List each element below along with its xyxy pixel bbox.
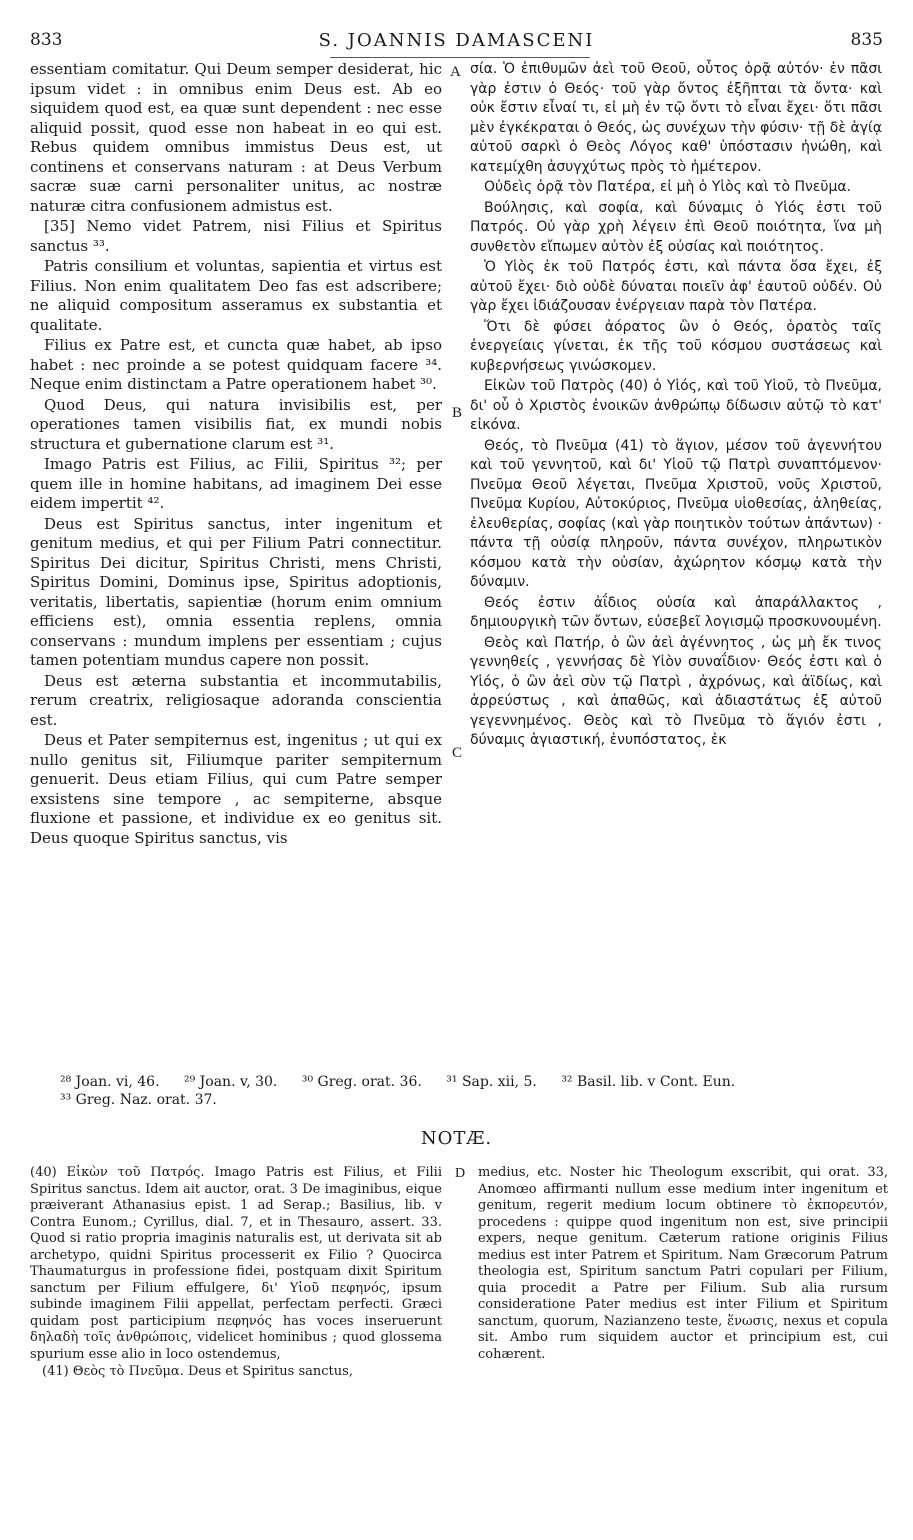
greek-paragraph: Ὁ Υἱὸς ἐκ τοῦ Πατρός ἐστι, καὶ πάντα ὅσα ἔχει, ἐξ αὐτοῦ ἔχει· διὸ οὐδὲ δύναται ποιεῖν ἀφ' ἑαυτοῦ οὐδέν. Οὐ γὰρ ἔχει ἰδιάζουσαν ἐνέργειαν παρὰ τὸν Πατέρα. [470, 259, 882, 314]
latin-paragraph: Deus est Spiritus sanctus, inter ingenitum et genitum medius, et qui per Filium Patri connectitur. Spiritus Dei dicitur, Spiritus Christi, mens Christi, Spiritus Domini, Dominus ipse, Spiritus adoptionis, veritatis, libertatis, sapientiæ (horum enim omnium efficiens est), omnia essentia replens, omnia conservans : mundum implens per essentiam ; cujus tamen potentiam mundus capere non possit. [30, 514, 442, 669]
footnote: ³¹ Sap. xii, 5. [446, 1074, 537, 1090]
greek-paragraph: σία. Ὁ ἐπιθυμῶν ἀεὶ τοῦ Θεοῦ, οὗτος ὁρᾷ αὐτόν· ἐν πᾶσι γὰρ ἐστιν ὁ Θεός· τοῦ γὰρ ὄντος ἐξῆπται τὰ ὄντα· καὶ οὐκ ἔστιν εἶναί τι, εἰ μὴ ἐν τῷ ὄντι τὸ εἶναι ἔχει· ὅτι πᾶσι μὲν ἐγκέκραται ὁ Θεός, ὡς συνέχων τὴν φύσιν· τῇ δὲ ἁγίᾳ αὐτοῦ σαρκὶ ὁ Θεὸς Λόγος καθ' ὑπόστασιν ἡνώθη, καὶ κατεμίχθη ἀσυγχύτως πρὸς τὸ ἡμέτερον. [470, 61, 882, 175]
greek-paragraph: Ὅτι δὲ φύσει ἀόρατος ὢν ὁ Θεός, ὁρατὸς ταῖς ἐνεργείαις γίνεται, ἐκ τῆς τοῦ κόσμου συστάσεως καὶ κυβερνήσεως γινώσκομεν. [470, 318, 882, 374]
page-number-left: 833 [30, 30, 63, 50]
latin-column [30, 60, 442, 849]
greek-paragraph: Θεός ἐστιν ἀΐδιος οὐσία καὶ ἀπαράλλακτος , δημιουργικὴ τῶν ὄντων, εὐσεβεῖ λογισμῷ προσκυνουμένη. [470, 594, 882, 630]
footnote: ³² Basil. lib. v Cont. Eun. [561, 1074, 736, 1090]
footnote: ²⁸ Joan. vi, 46. [60, 1074, 160, 1090]
greek-column [470, 60, 882, 752]
margin-mark-b: B [452, 405, 463, 421]
footnote: ³³ Greg. Naz. orat. 37. [60, 1092, 217, 1108]
latin-paragraph: Imago Patris est Filius, ac Filii, Spiritus ³²; per quem ille in homine habitans, ad imaginem Dei esse eidem impertit ⁴². [30, 455, 442, 512]
note-paragraph: (40) Εἰκὼν τοῦ Πατρός. Imago Patris est Filius, et Filii Spiritus sanctus. Idem ait auctor, orat. 3 De imaginibus, eique præiverant Athanasius epist. 1 ad Serap.; Basilius, lib. v Contra Eunom.; Cyrillus, dial. 7, et in Thesauro, assert. 33. Quod si ratio propria imaginis naturalis est, ut derivata sit ab archetypo, quidni Spiritus processerit ex Filio ? Quocirca Thaumaturgus in professione fidei, postquam dixit Spiritum sanctum per Filium effulgere, δι' Υἱοῦ πεφηνός, ipsum subinde imaginem Filii appellat, perfectam perfecti. Græci quidam post participium πεφηνός has voces inseruerunt δηλαδὴ τοῖς ἀνθρώποις, videlicet hominibus ; quod glossema spurium esse alio in loco ostendemus, [30, 1165, 442, 1362]
greek-paragraph: Βούλησις, καὶ σοφία, καὶ δύναμις ὁ Υἱός ἐστι τοῦ Πατρός. Οὐ γὰρ χρὴ λέγειν ἐπὶ Θεοῦ ποιότητα, ἵνα μὴ συνθετὸν εἴπωμεν αὐτὸν ἐξ οὐσίας καὶ ποιότητος. [470, 199, 882, 255]
margin-mark-a: A [450, 64, 461, 80]
page-number-right: 835 [850, 30, 883, 50]
latin-paragraph: Patris consilium et voluntas, sapientia et virtus est Filius. Non enim qualitatem Deo fas est adscribere; ne aliquid compositum asseramus ex substantia et qualitate. [30, 257, 442, 334]
latin-paragraph: Deus et Pater sempiternus est, ingenitus ; ut qui ex nullo genitus sit, Filiumque pariter sempiternum genuerit. Deus etiam Filius, qui cum Patre semper exsistens sine tempore , ac sempiterne, absque fluxione et passione, et individue ex eo genitus sit. Deus quoque Spiritus sanctus, vis [30, 731, 442, 847]
note-paragraph: (41) Θεὸς τὸ Πνεῦμα. Deus et Spiritus sanctus, [42, 1364, 353, 1379]
greek-paragraph: Εἰκὼν τοῦ Πατρὸς (40) ὁ Υἱός, καὶ τοῦ Υἱοῦ, τὸ Πνεῦμα, δι' οὗ ὁ Χριστὸς ἐνοικῶν ἀνθρώπῳ δίδωσιν αὐτῷ τὸ κατ' εἰκόνα. [470, 378, 882, 433]
greek-paragraph: Θεός, τὸ Πνεῦμα (41) τὸ ἅγιον, μέσον τοῦ ἀγεννήτου καὶ τοῦ γεννητοῦ, καὶ δι' Υἱοῦ τῷ Πατρὶ συναπτόμενον· Πνεῦμα Θεοῦ λέγεται, Πνεῦμα Χριστοῦ, νοῦς Χριστοῦ, Πνεῦμα Κυρίου, Αὐτοκύριος, Πνεῦμα υἱοθεσίας, ἀληθείας, ἐλευθερίας, σοφίας (καὶ γὰρ ποιητικὸν τούτων ἁπάντων) · πάντα τῇ οὐσίᾳ πληροῦν, πάντα συνέχον, πληρωτικὸν κόσμου κατὰ τὴν οὐσίαν, ἀχώρητον κόσμῳ κατὰ τὴν δύναμιν. [470, 437, 882, 590]
latin-paragraph: essentiam comitatur. Qui Deum semper desiderat, hic ipsum videt : in omnibus enim Deus est. Ab eo siquidem quod est, ea quæ sunt dependent : nec esse aliquid possit, quod esse non habeat in eo qui est. Rebus quidem omnibus immistus Deus est, ut continens et conservans naturam : at Deus Verbum sacræ suæ carni personaliter unitus, ac nostræ naturæ citra confusionem admistus est. [30, 60, 442, 215]
margin-mark-c: C [452, 745, 463, 761]
notes-right-column [478, 1165, 888, 1364]
notes-left-column [30, 1165, 442, 1382]
latin-paragraph: [35] Nemo videt Patrem, nisi Filius et Spiritus sanctus ³³. [30, 217, 442, 255]
latin-paragraph: Deus est æterna substantia et incommutabilis, rerum creatrix, religiosaque adoranda conscientia est. [30, 671, 442, 729]
latin-paragraph: Filius ex Patre est, et cuncta quæ habet, ab ipso habet : nec proinde a se potest quidquam facere ³⁴. Neque enim distinctam a Patre operationem habet ³⁰. [30, 336, 442, 393]
page-header [30, 30, 883, 56]
title-rule [330, 57, 590, 58]
note-paragraph: medius, etc. Noster hic Theologum exscribit, qui orat. 33, Anomœo affirmanti nullum esse medium inter ingenitum et genitum, regerit medium locum obtinere τὸ ἐκπορευτόν, procedens : quippe quod ingenitum non est, sive principii expers, neque genitum. Cæterum ratione originis Filius medius est inter Patrem et Spiritum. Nam Græcorum Patrum theologia est, Spiritum sanctum Patri copulari per Filium, quia procedit a Patre per Filium. Sub alia rursum consideratione Pater medius est inter Filium et Spiritum sanctum, quorum, Nazianzeno teste, ἕνωσις, nexus et copula sit. Ambo rum siquidem auctor et principium est, cui cohærent. [478, 1165, 888, 1362]
running-title: S. JOANNIS DAMASCENI [318, 30, 595, 51]
margin-mark-d: D [455, 1166, 466, 1181]
notes-heading: NOTÆ. [420, 1128, 493, 1149]
footnote: ³⁰ Greg. orat. 36. [301, 1074, 422, 1090]
footnotes [60, 1073, 890, 1109]
latin-paragraph: Quod Deus, qui natura invisibilis est, per operationes tamen visibilis fiat, ex mundi nobis structura et gubernatione clarum est ³¹. [30, 395, 442, 453]
greek-paragraph: Οὐδεὶς ὁρᾷ τὸν Πατέρα, εἰ μὴ ὁ Υἱὸς καὶ τὸ Πνεῦμα. [484, 179, 852, 195]
footnote: ²⁹ Joan. v, 30. [183, 1074, 278, 1090]
greek-paragraph: Θεὸς καὶ Πατήρ, ὁ ὢν ἀεὶ ἀγέννητος , ὡς μὴ ἔκ τινος γεννηθείς , γεννήσας δὲ Υἱὸν συναΐδιον· Θεός ἐστι καὶ ὁ Υἱός, ὁ ὢν ἀεὶ σὺν τῷ Πατρὶ , ἀχρόνως, καὶ ἀϊδίως, καὶ ἀρρεύστως , καὶ ἀπαθῶς, καὶ ἀδιαστάτως ἐξ αὐτοῦ γεγεννημένος. Θεὸς καὶ τὸ Πνεῦμα τὸ ἅγιόν ἐστι , δύναμις ἁγιαστική, ἐνυπόστατος, ἐκ [470, 634, 882, 748]
